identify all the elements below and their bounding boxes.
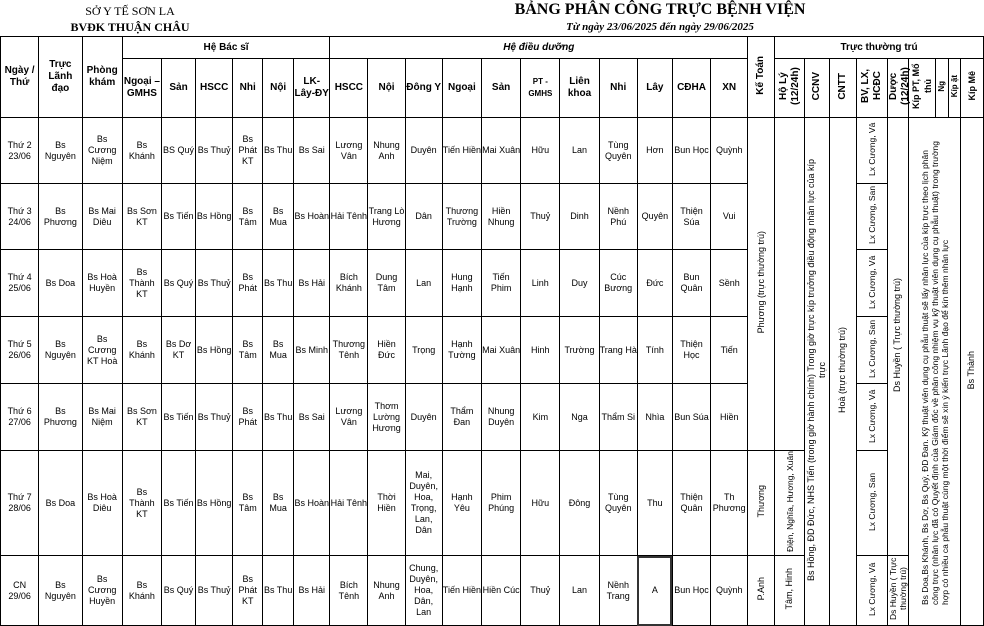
cell-bs-lk[interactable]: Bs Hải xyxy=(294,250,330,317)
cell-dd-noi[interactable]: Nhung Anh xyxy=(368,556,405,626)
cell-bs-ngoai[interactable]: Bs Khánh xyxy=(122,118,161,184)
cell-bs-noi[interactable]: Bs Thu xyxy=(263,556,294,626)
cell-phong-kham[interactable]: Bs Cương Huyền xyxy=(82,556,122,626)
cell-bs-hscc[interactable]: Bs Hồng xyxy=(196,451,233,556)
cell-dd-cdha[interactable]: Thiện Học xyxy=(672,317,710,384)
table-row xyxy=(1,118,984,184)
cell-dd-pt[interactable]: Thuỷ xyxy=(521,556,560,626)
cell-dd-pt[interactable]: Thuỷ xyxy=(521,184,560,250)
cell-dd-xn[interactable]: Tiến xyxy=(711,317,748,384)
col-kip-me: Kíp Mê xyxy=(960,59,983,118)
cell-dd-san[interactable]: Phim Phúng xyxy=(481,451,520,556)
col-kip-at: Kíp ặt xyxy=(948,59,960,118)
page-title: BẢNG PHÂN CÔNG TRỰC BỆNH VIỆN xyxy=(514,1,806,18)
cell-dd-san[interactable]: Mai Xuân xyxy=(481,118,520,184)
cell-dd-lay[interactable]: Nhìa xyxy=(637,384,672,451)
col-bs-san: Sản xyxy=(162,59,196,118)
col-ccnv: CCNV xyxy=(805,59,830,118)
cell-phong-kham[interactable]: Bs Hoà Huyền xyxy=(82,250,122,317)
cell-dd-lienkhoa[interactable]: Nga xyxy=(560,384,599,451)
cell-dd-noi[interactable]: Hiền Đức xyxy=(368,317,405,384)
cell-bs-san[interactable]: Bs Tiến xyxy=(162,184,196,250)
dept-name: SỞ Y TẾ SƠN LA xyxy=(85,4,175,18)
cell-duoc-sun[interactable]: Ds Huyền ( Trực thường trú) xyxy=(887,556,909,626)
cell-dd-xn[interactable]: Sềnh xyxy=(711,250,748,317)
cell-dd-nhi[interactable]: Tùng Quyên xyxy=(599,118,637,184)
cell-dd-cdha[interactable]: Bun Quân xyxy=(672,250,710,317)
cell-dd-xn[interactable]: Vui xyxy=(711,184,748,250)
cell-dd-xn[interactable]: Quỳnh xyxy=(711,556,748,626)
cell-dd-ngoai[interactable]: Tiến Hiền xyxy=(442,556,481,626)
cell-bs-lk[interactable]: Bs Sai xyxy=(294,118,330,184)
cell-dd-san[interactable]: Hiền Nhung xyxy=(481,184,520,250)
cell-bs-noi[interactable]: Bs Mua xyxy=(263,451,294,556)
cell-dd-nhi[interactable]: Nềnh Trang xyxy=(599,556,637,626)
cell-dd-lienkhoa[interactable]: Đông xyxy=(560,451,599,556)
cell-dd-dongy[interactable]: Dân xyxy=(405,184,442,250)
col-lanh-dao: Trực Lãnh đạo xyxy=(39,37,82,118)
col-dd-san: Sản xyxy=(481,59,520,118)
cell-bs-lk[interactable]: Bs Hoàn xyxy=(294,451,330,556)
cell-dd-dongy[interactable]: Chung, Duyên, Hoa, Dân, Lan xyxy=(405,556,442,626)
col-dd-xn: XN xyxy=(711,59,748,118)
cell-bs-lk[interactable]: Bs Sai xyxy=(294,384,330,451)
cell-ccnv[interactable]: Bs Hồng, ĐD Đức, NHS Tiến (trong giờ hành chính) Trong giờ trực kíp trưởng điều động nhân lực của kíp trực xyxy=(805,118,830,626)
cell-dd-xn[interactable]: Hiền xyxy=(711,384,748,451)
col-bs-ngoai: Ngoại – GMHS xyxy=(122,59,161,118)
cell-dd-noi[interactable]: Thời Hiền xyxy=(368,451,405,556)
cell-dd-hscc[interactable]: Thương Tênh xyxy=(330,317,368,384)
cell-dd-lay[interactable]: Thu xyxy=(637,451,672,556)
cell-bs-nhi[interactable]: Bs Phát KT xyxy=(233,556,263,626)
cell-dd-pt[interactable]: Kim xyxy=(521,384,560,451)
col-bs-hscc: HSCC xyxy=(196,59,233,118)
col-dd-hscc: HSCC xyxy=(330,59,368,118)
cell-bs-ngoai[interactable]: Bs Thành KT xyxy=(122,451,161,556)
cell-bs-noi[interactable]: Bs Mua xyxy=(263,317,294,384)
cell-dd-cdha[interactable]: Bun Học xyxy=(672,118,710,184)
cell-cntt[interactable]: Hoà (trực thường trú) xyxy=(829,118,856,626)
col-bv-lx: BV, LX, HCĐC xyxy=(856,59,887,118)
cell-bs-hscc[interactable]: Bs Thuỷ xyxy=(196,556,233,626)
cell-bs-nhi[interactable]: Bs Phát xyxy=(233,250,263,317)
cell-dd-lay[interactable]: Tính xyxy=(637,317,672,384)
cell-day[interactable]: Thứ 5 26/06 xyxy=(1,317,39,384)
cell-dd-ngoai[interactable]: Thẩm Đan xyxy=(442,384,481,451)
cell-dd-noi[interactable]: Dung Tâm xyxy=(368,250,405,317)
col-dd-ngoai: Ngoại xyxy=(442,59,481,118)
cell-dd-cdha[interactable]: Bun Súa xyxy=(672,384,710,451)
col-dd-pt: PT - GMHS xyxy=(521,59,560,118)
cell-dd-nhi[interactable]: Tùng Quyên xyxy=(599,451,637,556)
cell-dd-nhi[interactable]: Nềnh Phú xyxy=(599,184,637,250)
cell-dd-hscc[interactable]: Bích Tênh xyxy=(330,556,368,626)
cell-lanh-dao[interactable]: Bs Nguyên xyxy=(39,317,82,384)
cell-dd-lienkhoa[interactable]: Lan xyxy=(560,118,599,184)
cell-bs-nhi[interactable]: Bs Tâm xyxy=(233,317,263,384)
cell-bs-san[interactable]: Bs Dơ KT xyxy=(162,317,196,384)
cell-bs-san[interactable]: Bs Tiến xyxy=(162,451,196,556)
cell-day[interactable]: Thứ 4 25/06 xyxy=(1,250,39,317)
cell-dd-pt[interactable]: Hữu xyxy=(521,451,560,556)
col-dd-dongy: Đông Y xyxy=(405,59,442,118)
cell-bs-lk[interactable]: Bs Minh xyxy=(294,317,330,384)
cell-kip-me[interactable]: Bs Thành xyxy=(960,118,983,626)
cell-bs-lk[interactable]: Bs Hoàn xyxy=(294,184,330,250)
cell-lanh-dao[interactable]: Bs Nguyên xyxy=(39,556,82,626)
col-ho-ly: Hộ Lý (12/24h) xyxy=(775,59,805,118)
col-kip-pt: Kíp PT, Mổ thủ xyxy=(909,59,936,118)
cell-ho-ly-sat[interactable]: Điện, Nghĩa, Hương, Xuân xyxy=(775,451,805,556)
cell-dd-lienkhoa[interactable]: Duy xyxy=(560,250,599,317)
col-cntt: CNTT xyxy=(829,59,856,118)
cell-dd-ngoai[interactable]: Tiến Hiền xyxy=(442,118,481,184)
cell-dd-noi[interactable]: Nhung Anh xyxy=(368,118,405,184)
cell-dd-lienkhoa[interactable]: Dinh xyxy=(560,184,599,250)
cell-dd-dongy[interactable]: Duyên xyxy=(405,384,442,451)
cell-dd-ngoai[interactable]: Hạnh Tường xyxy=(442,317,481,384)
cell-dd-lay[interactable]: Quyên xyxy=(637,184,672,250)
cell-phong-kham[interactable]: Bs Hoà Diêu xyxy=(82,451,122,556)
cell-bs-nhi[interactable]: Bs Tâm xyxy=(233,451,263,556)
cell-dd-ngoai[interactable]: Hạnh Yêu xyxy=(442,451,481,556)
cell-dd-cdha[interactable]: Bun Học xyxy=(672,556,710,626)
cell-phong-kham[interactable]: Bs Mai Diêu xyxy=(82,184,122,250)
cell-bv-lx[interactable]: Lx Cương, Vả xyxy=(856,118,887,184)
cell-lanh-dao[interactable]: Bs Doa xyxy=(39,250,82,317)
cell-bv-lx[interactable]: Lx Cương, Vả xyxy=(856,250,887,317)
cell-dd-pt[interactable]: Hinh xyxy=(521,317,560,384)
cell-dd-san[interactable]: Mai Xuân xyxy=(481,317,520,384)
cell-bs-hscc[interactable]: Bs Hồng xyxy=(196,317,233,384)
cell-bs-san[interactable]: Bs Tiến xyxy=(162,384,196,451)
cell-dd-xn[interactable]: Quỳnh xyxy=(711,118,748,184)
col-ke-toan: Kế Toán xyxy=(748,37,775,118)
hospital-name: BVĐK THUẬN CHÂU xyxy=(70,20,190,34)
cell-dd-lienkhoa[interactable]: Trường xyxy=(560,317,599,384)
col-dd-nhi: Nhi xyxy=(599,59,637,118)
cell-dd-ngoai[interactable]: Thương Trường xyxy=(442,184,481,250)
cell-bs-noi[interactable]: Bs Mua xyxy=(263,184,294,250)
cell-dd-dongy[interactable]: Lan xyxy=(405,250,442,317)
cell-bs-nhi[interactable]: Bs Phát KT xyxy=(233,118,263,184)
cell-bs-noi[interactable]: Bs Thu xyxy=(263,118,294,184)
cell-day[interactable]: Thứ 2 23/06 xyxy=(1,118,39,184)
cell-bs-hscc[interactable]: Bs Thuỷ xyxy=(196,250,233,317)
cell-lanh-dao[interactable]: Bs Phương xyxy=(39,384,82,451)
cell-ke-toan[interactable]: Thương xyxy=(748,451,775,556)
cell-phong-kham[interactable]: Bs Cương Niệm xyxy=(82,118,122,184)
cell-dd-nhi[interactable]: Cúc Bương xyxy=(599,250,637,317)
cell-dd-hscc[interactable]: Hải Tênh xyxy=(330,184,368,250)
cell-bs-lk[interactable]: Bs Hải xyxy=(294,556,330,626)
cell-bs-ngoai[interactable]: Bs Thành KT xyxy=(122,250,161,317)
cell-dd-dongy[interactable]: Trọng xyxy=(405,317,442,384)
cell-bv-lx[interactable]: Lx Cương, San xyxy=(856,451,887,556)
cell-dd-lienkhoa[interactable]: Lan xyxy=(560,556,599,626)
cell-dd-hscc[interactable]: Lương Vân xyxy=(330,118,368,184)
cell-dd-hscc[interactable]: Hải Tênh xyxy=(330,451,368,556)
cell-dd-dongy[interactable]: Mai, Duyên, Hoa, Trọng, Lan, Dân xyxy=(405,451,442,556)
cell-dd-noi[interactable]: Trang Lò Hương xyxy=(368,184,405,250)
cell-bs-nhi[interactable]: Bs Tâm xyxy=(233,184,263,250)
col-bs-noi: Nội xyxy=(263,59,294,118)
cell-dd-noi[interactable]: Thơm Lường Hương xyxy=(368,384,405,451)
cell-bs-noi[interactable]: Bs Thu xyxy=(263,250,294,317)
duty-table xyxy=(0,36,984,626)
cell-dd-ngoai[interactable]: Hung Hạnh xyxy=(442,250,481,317)
col-kip-ng: Ng xyxy=(936,59,948,118)
col-dd-lay: Lây xyxy=(637,59,672,118)
cell-dd-hscc[interactable]: Lương Vân xyxy=(330,384,368,451)
col-dd-noi: Nội xyxy=(368,59,405,118)
cell-dd-cdha[interactable]: Thiện Súa xyxy=(672,184,710,250)
cell-bs-san[interactable]: Bs Quý xyxy=(162,250,196,317)
group-thuong-tru: Trực thường trú xyxy=(775,37,984,59)
cell-day[interactable]: Thứ 7 28/06 xyxy=(1,451,39,556)
cell-phong-kham[interactable]: Bs Mai Niệm xyxy=(82,384,122,451)
cell-bs-noi[interactable]: Bs Thu xyxy=(263,384,294,451)
cell-ke-toan-week[interactable]: Phương (trực thường trú) xyxy=(748,118,775,451)
col-dd-lienkhoa: Liên khoa xyxy=(560,59,599,118)
cell-bs-nhi[interactable]: Bs Phát xyxy=(233,384,263,451)
cell-dd-dongy[interactable]: Duyên xyxy=(405,118,442,184)
cell-bs-ngoai[interactable]: Bs Sơn KT xyxy=(122,184,161,250)
cell-duoc-week[interactable]: Ds Huyền ( Trực thường trú) xyxy=(887,118,909,556)
col-ngay: Ngày / Thứ xyxy=(1,37,39,118)
cell-dd-lay[interactable]: Đức xyxy=(637,250,672,317)
cell-bs-hscc[interactable]: Bs Thuỷ xyxy=(196,118,233,184)
cell-dd-cdha[interactable]: Thiện Quân xyxy=(672,451,710,556)
cell-bv-lx[interactable]: Lx Cương, Vả xyxy=(856,556,887,626)
col-phong-kham: Phòng khám xyxy=(82,37,122,118)
cell-bs-san[interactable]: BS Quý xyxy=(162,118,196,184)
cell-bv-lx[interactable]: Lx Cương, San xyxy=(856,184,887,250)
cell-dd-san[interactable]: Hiền Cúc xyxy=(481,556,520,626)
group-dieu-duong: Hệ điều dưỡng xyxy=(330,37,748,59)
group-bac-si: Hệ Bác sĩ xyxy=(122,37,329,59)
cell-dd-san[interactable]: Nhung Duyên xyxy=(481,384,520,451)
cell-phong-kham[interactable]: Bs Cương KT Hoà xyxy=(82,317,122,384)
cell-dd-san[interactable]: Tiến Phim xyxy=(481,250,520,317)
cell-dd-pt[interactable]: Hữu xyxy=(521,118,560,184)
cell-ke-toan[interactable]: P.Anh xyxy=(748,556,775,626)
cell-dd-lay[interactable]: Hơn xyxy=(637,118,672,184)
cell-bv-lx[interactable]: Lx Cương, San xyxy=(856,317,887,384)
cell-dd-xn[interactable]: Th Phương xyxy=(711,451,748,556)
page-subtitle: Từ ngày 23/06/2025 đến ngày 29/06/2025 xyxy=(566,21,754,33)
cell-bs-ngoai[interactable]: Bs Khánh xyxy=(122,317,161,384)
cell-ho-ly-week[interactable] xyxy=(775,118,805,451)
col-duoc: Dược (12/24h) xyxy=(887,59,909,118)
cell-day[interactable]: CN 29/06 xyxy=(1,556,39,626)
cell-bs-ngoai[interactable]: Bs Sơn KT xyxy=(122,384,161,451)
cell-kip-pt[interactable]: Bs Doa,Bs Khánh, Bs Dơ, Bs Quý, ĐD Đan. Kỹ thuật viên dụng cụ phẫu thuật sẽ lấy nhân lực của kíp trực theo lịch phân công trực (nhân lực đã có Quyết định của Giám đốc về phân công nhiệm vụ kỹ thuật viên dụng cụ phẫu thuật) trong trường hợp có nhiều ca phẫu thuật cùng một thời điểm sẽ xin ý kiến trực Lãnh đạo để kín thêm nhân lực xyxy=(909,118,961,626)
cell-lanh-dao[interactable]: Bs Phương xyxy=(39,184,82,250)
cell-bs-hscc[interactable]: Bs Thuỷ xyxy=(196,384,233,451)
cell-bs-hscc[interactable]: Bs Hồng xyxy=(196,184,233,250)
cell-day[interactable]: Thứ 3 24/06 xyxy=(1,184,39,250)
cell-ho-ly-sun[interactable]: Tâm, Hinh xyxy=(775,556,805,626)
cell-dd-nhi[interactable]: Trang Hà xyxy=(599,317,637,384)
cell-dd-lay[interactable]: A xyxy=(637,556,672,626)
cell-lanh-dao[interactable]: Bs Nguyên xyxy=(39,118,82,184)
cell-bs-san[interactable]: Bs Quý xyxy=(162,556,196,626)
cell-bs-ngoai[interactable]: Bs Khánh xyxy=(122,556,161,626)
col-bs-nhi: Nhi xyxy=(233,59,263,118)
cell-bv-lx[interactable]: Lx Cương, Vả xyxy=(856,384,887,451)
col-bs-lk: LK-Lây-ĐY xyxy=(294,59,330,118)
cell-lanh-dao[interactable]: Bs Doa xyxy=(39,451,82,556)
col-dd-cdha: CĐHA xyxy=(672,59,710,118)
cell-dd-nhi[interactable]: Thẩm Si xyxy=(599,384,637,451)
cell-day[interactable]: Thứ 6 27/06 xyxy=(1,384,39,451)
cell-dd-hscc[interactable]: Bích Khánh xyxy=(330,250,368,317)
cell-dd-pt[interactable]: Linh xyxy=(521,250,560,317)
